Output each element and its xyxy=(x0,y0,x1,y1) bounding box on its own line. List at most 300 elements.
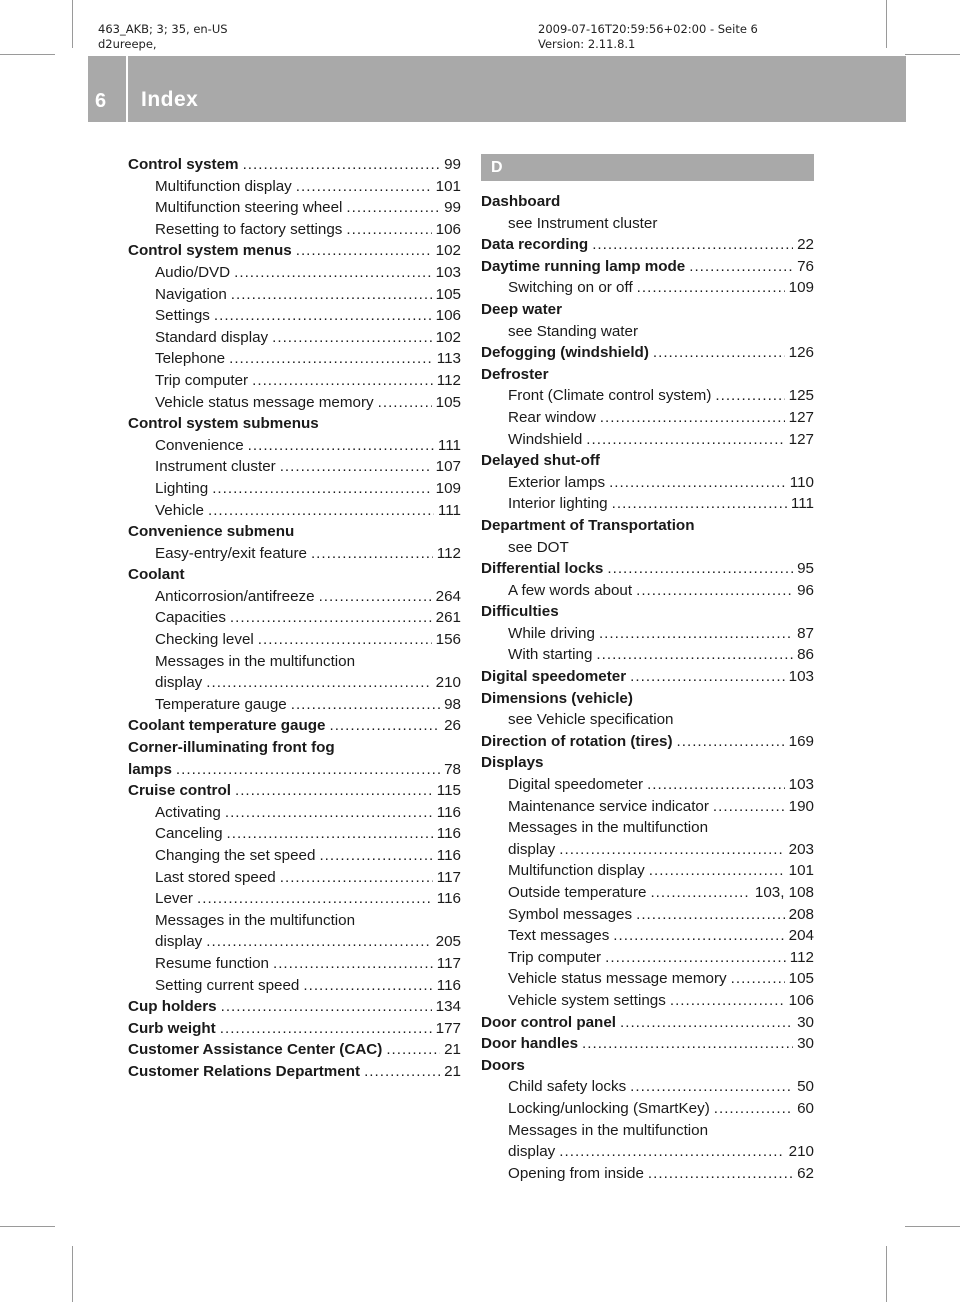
index-subentry xyxy=(128,694,461,716)
page-reference: 111 xyxy=(437,501,461,519)
entry-text: Corner-illuminating front fog xyxy=(128,739,335,757)
index-entry xyxy=(128,1061,461,1083)
page-reference: 62 xyxy=(797,1164,814,1182)
entry-text: Multifunction steering wheel xyxy=(155,199,343,217)
entry-text: Windshield xyxy=(508,430,583,448)
dot-leader xyxy=(607,558,793,580)
page-reference: 26 xyxy=(444,717,461,735)
dot-leader xyxy=(630,1076,793,1098)
index-subentry xyxy=(128,305,461,327)
index-entry xyxy=(481,364,814,386)
index-entry xyxy=(481,299,814,321)
index-subentry xyxy=(128,867,461,889)
page-reference: 112 xyxy=(436,371,461,389)
page-reference: 117 xyxy=(436,868,461,886)
entry-text: Canceling xyxy=(155,825,223,843)
entry-text: Last stored speed xyxy=(155,868,276,886)
index-subentry xyxy=(481,407,814,429)
index-subentry xyxy=(481,947,814,969)
entry-text: Multifunction display xyxy=(508,862,645,880)
dot-leader xyxy=(636,904,785,926)
entry-text: display xyxy=(508,840,556,858)
entry-text: Messages in the multifunction xyxy=(508,819,709,837)
index-entry xyxy=(128,1018,461,1040)
index-entry xyxy=(481,1012,814,1034)
dot-leader xyxy=(291,694,440,716)
page-reference: 30 xyxy=(797,1013,814,1031)
index-subentry xyxy=(128,651,461,673)
dot-leader xyxy=(258,629,432,651)
dot-leader xyxy=(670,990,785,1012)
index-subentry xyxy=(481,321,814,343)
index-subentry xyxy=(128,392,461,414)
page-reference: 208 xyxy=(788,905,814,923)
dot-leader xyxy=(227,823,433,845)
crop-mark xyxy=(886,0,887,48)
crop-mark xyxy=(905,54,960,55)
page-reference: 105 xyxy=(788,970,814,988)
dot-leader xyxy=(206,672,431,694)
entry-text: Messages in the multifunction xyxy=(155,911,356,929)
index-entry xyxy=(481,558,814,580)
index-entry xyxy=(481,688,814,710)
entry-text: While driving xyxy=(508,624,595,642)
page-reference: 126 xyxy=(788,344,814,362)
dot-leader xyxy=(208,500,434,522)
entry-text: Vehicle system settings xyxy=(508,991,666,1009)
page-reference: 205 xyxy=(435,933,461,951)
page-reference: 127 xyxy=(788,408,814,426)
index-entry xyxy=(481,191,814,213)
dot-leader xyxy=(234,262,432,284)
entry-text: Resetting to factory settings xyxy=(155,220,343,238)
page-title: Index xyxy=(141,88,199,111)
entry-text: Child safety locks xyxy=(508,1078,627,1096)
page-reference: 109 xyxy=(788,279,814,297)
index-subentry xyxy=(128,262,461,284)
page-reference: 156 xyxy=(435,631,461,649)
entry-text: Dimensions (vehicle) xyxy=(481,689,633,707)
dot-leader xyxy=(689,256,793,278)
index-entry xyxy=(481,450,814,472)
index-subentry xyxy=(481,1076,814,1098)
index-subentry xyxy=(481,623,814,645)
index-subentry xyxy=(128,327,461,349)
index-subentry xyxy=(128,284,461,306)
index-subentry xyxy=(481,277,814,299)
page-reference: 101 xyxy=(788,862,814,880)
index-subentry xyxy=(481,796,814,818)
index-entry xyxy=(481,752,814,774)
dot-leader xyxy=(220,1018,432,1040)
page-reference: 103, 108 xyxy=(754,884,814,901)
page-reference: 116 xyxy=(436,825,461,843)
crop-mark xyxy=(905,1226,960,1227)
entry-text: Anticorrosion/antifreeze xyxy=(155,587,315,605)
entry-text: With starting xyxy=(508,646,593,664)
entry-text: Customer Relations Department xyxy=(128,1062,361,1080)
page-reference: 98 xyxy=(444,695,461,713)
crop-mark xyxy=(72,0,73,48)
entry-text: Messages in the multifunction xyxy=(508,1121,709,1139)
entry-text: Vehicle status message memory xyxy=(508,970,727,988)
dot-leader xyxy=(346,197,440,219)
entry-text: display xyxy=(155,933,203,951)
crop-mark xyxy=(0,1226,55,1227)
entry-text: Trip computer xyxy=(508,948,602,966)
page-reference: 105 xyxy=(435,285,461,303)
page-reference: 127 xyxy=(788,430,814,448)
index-subentry xyxy=(128,348,461,370)
page-reference: 106 xyxy=(788,991,814,1009)
index-subentry xyxy=(128,953,461,975)
index-entry xyxy=(481,234,814,256)
page-reference: 116 xyxy=(436,976,461,994)
dot-leader xyxy=(272,327,432,349)
dot-leader xyxy=(303,975,432,997)
entry-text: Interior lighting xyxy=(508,495,608,513)
index-column-left xyxy=(128,154,461,1083)
page-reference: 210 xyxy=(788,1143,814,1161)
page-reference: 21 xyxy=(444,1062,461,1080)
index-subentry xyxy=(481,429,814,451)
index-entry xyxy=(128,715,461,737)
index-entry xyxy=(128,996,461,1018)
entry-text: Settings xyxy=(155,307,210,325)
dot-leader xyxy=(637,277,785,299)
index-entry xyxy=(128,521,461,543)
index-subentry xyxy=(128,586,461,608)
index-subentry xyxy=(481,493,814,515)
page-reference: 106 xyxy=(435,220,461,238)
dot-leader xyxy=(582,1033,793,1055)
entry-text: Deep water xyxy=(481,300,563,318)
page-reference: 110 xyxy=(789,473,814,491)
page-reference: 102 xyxy=(435,242,461,260)
index-subentry xyxy=(481,774,814,796)
dot-leader xyxy=(197,888,433,910)
crop-mark xyxy=(886,1246,887,1302)
page-reference: 116 xyxy=(436,847,461,864)
dot-leader xyxy=(229,348,433,370)
entry-text: Changing the set speed xyxy=(155,847,316,864)
page-reference: 210 xyxy=(435,674,461,692)
dot-leader xyxy=(630,666,784,688)
page-reference: 116 xyxy=(436,890,461,908)
index-subentry xyxy=(128,975,461,997)
dot-leader xyxy=(311,543,433,565)
page-reference: 125 xyxy=(788,387,814,405)
index-entry xyxy=(481,1055,814,1077)
meta-line: d2ureepe, xyxy=(98,37,157,51)
page-reference: 106 xyxy=(435,307,461,325)
index-subentry xyxy=(128,823,461,845)
entry-text: Locking/unlocking (SmartKey) xyxy=(508,1099,710,1117)
dot-leader xyxy=(559,1141,784,1163)
index-subentry xyxy=(481,1120,814,1142)
index-subentry xyxy=(128,888,461,910)
index-subentry xyxy=(128,672,461,694)
page-reference: 117 xyxy=(436,954,461,972)
dot-leader xyxy=(214,305,432,327)
page-reference: 87 xyxy=(797,624,814,642)
page-reference: 111 xyxy=(790,495,814,513)
entry-text: Vehicle status message memory xyxy=(155,393,374,411)
page-reference: 60 xyxy=(797,1099,814,1117)
index-entry xyxy=(128,780,461,802)
index-subentry xyxy=(481,644,814,666)
index-subentry xyxy=(481,1141,814,1163)
entry-text: Coolant temperature gauge xyxy=(128,717,326,735)
dot-leader xyxy=(731,968,785,990)
index-subentry xyxy=(128,219,461,241)
entry-text: Curb weight xyxy=(128,1019,216,1037)
entry-text: Digital speedometer xyxy=(508,776,644,794)
entry-text: Lever xyxy=(155,890,193,908)
index-subentry xyxy=(128,435,461,457)
entry-text: Navigation xyxy=(155,285,227,303)
page-reference: 203 xyxy=(788,840,814,858)
dot-leader xyxy=(329,715,440,737)
entry-text: Opening from inside xyxy=(508,1164,644,1182)
page-reference: 177 xyxy=(435,1019,461,1037)
page-reference: 112 xyxy=(789,948,814,966)
entry-text: Outside temperature xyxy=(508,884,647,901)
crop-mark xyxy=(72,1246,73,1302)
dot-leader xyxy=(596,644,793,666)
index-subentry xyxy=(128,931,461,953)
index-entry xyxy=(481,1033,814,1055)
entry-text: Control system xyxy=(128,156,239,173)
entry-text: see Vehicle specification xyxy=(508,711,674,729)
index-entry xyxy=(128,154,461,176)
entry-text: see Instrument cluster xyxy=(508,214,658,232)
dot-leader xyxy=(612,493,787,515)
index-entry xyxy=(128,1039,461,1061)
dot-leader xyxy=(713,796,785,818)
entry-text: Direction of rotation (tires) xyxy=(481,732,673,750)
print-meta-left xyxy=(98,22,228,52)
index-entry xyxy=(481,731,814,753)
page-reference: 107 xyxy=(435,458,461,476)
page-reference: 113 xyxy=(436,350,461,368)
entry-text: Checking level xyxy=(155,631,254,649)
page-reference: 101 xyxy=(435,177,461,195)
page-reference: 115 xyxy=(436,782,461,800)
page-reference: 134 xyxy=(435,998,461,1016)
index-subentry xyxy=(128,629,461,651)
dot-leader xyxy=(592,234,793,256)
dot-leader xyxy=(280,456,432,478)
entry-text: Lighting xyxy=(155,479,209,497)
dot-leader xyxy=(296,240,432,262)
entry-text: Front (Climate control system) xyxy=(508,387,712,405)
page-reference: 99 xyxy=(444,199,461,217)
index-subentry xyxy=(481,472,814,494)
index-subentry xyxy=(481,925,814,947)
index-subentry xyxy=(481,580,814,602)
index-subentry xyxy=(481,990,814,1012)
index-entry xyxy=(128,759,461,781)
entry-text: Symbol messages xyxy=(508,905,633,923)
dot-leader xyxy=(319,586,432,608)
entry-text: Doors xyxy=(481,1056,525,1074)
dot-leader xyxy=(605,947,786,969)
entry-text: Defroster xyxy=(481,365,549,383)
entry-text: Data recording xyxy=(481,236,589,254)
dot-leader xyxy=(650,882,750,904)
index-subentry xyxy=(481,709,814,731)
index-subentry xyxy=(481,968,814,990)
entry-text: Door handles xyxy=(481,1035,579,1053)
entry-text: Switching on or off xyxy=(508,279,633,297)
index-subentry xyxy=(128,456,461,478)
index-subentry xyxy=(128,500,461,522)
index-subentry xyxy=(481,385,814,407)
index-subentry xyxy=(128,197,461,219)
dot-leader xyxy=(364,1061,440,1083)
page-reference: 76 xyxy=(797,257,814,275)
page-reference: 96 xyxy=(797,581,814,599)
dot-leader xyxy=(296,176,432,198)
entry-text: Vehicle xyxy=(155,501,204,519)
entry-text: Defogging (windshield) xyxy=(481,344,649,362)
index-entry xyxy=(128,737,461,759)
dot-leader xyxy=(600,407,785,429)
entry-text: Displays xyxy=(481,754,544,772)
page-reference: 264 xyxy=(435,587,461,605)
dot-leader xyxy=(346,219,431,241)
page-reference: 109 xyxy=(435,479,461,497)
index-entry xyxy=(481,342,814,364)
entry-text: Standard display xyxy=(155,328,269,346)
index-entry xyxy=(128,240,461,262)
entry-text: Temperature gauge xyxy=(155,695,287,713)
index-subentry xyxy=(481,213,814,235)
index-subentry xyxy=(128,845,461,867)
entry-text: display xyxy=(155,674,203,692)
entry-text: Messages in the multifunction xyxy=(155,652,356,670)
page-number: 6 xyxy=(95,90,107,112)
dot-leader xyxy=(235,780,433,802)
dot-leader xyxy=(231,284,432,306)
entry-text: Maintenance service indicator xyxy=(508,797,709,815)
meta-line: 463_AKB; 3; 35, en-US xyxy=(98,22,228,36)
index-subentry xyxy=(481,904,814,926)
entry-text: Differential locks xyxy=(481,560,604,578)
index-subentry xyxy=(128,910,461,932)
crop-mark xyxy=(0,54,55,55)
index-entry xyxy=(481,601,814,623)
meta-line: 2009-07-16T20:59:56+02:00 - Seite 6 xyxy=(538,22,758,36)
index-subentry xyxy=(128,370,461,392)
dot-leader xyxy=(378,392,432,414)
dot-leader xyxy=(613,925,784,947)
index-subentry xyxy=(481,817,814,839)
section-letter-bar: D xyxy=(481,154,814,181)
entry-text: Daytime running lamp mode xyxy=(481,257,686,275)
index-column-right xyxy=(481,154,814,1184)
index-entry xyxy=(128,413,461,435)
index-subentry xyxy=(128,802,461,824)
dot-leader xyxy=(648,1163,793,1185)
entry-text: lamps xyxy=(128,760,172,778)
entry-text: see Standing water xyxy=(508,322,639,340)
page-reference: 30 xyxy=(797,1035,814,1053)
index-entry xyxy=(481,666,814,688)
page-reference: 111 xyxy=(437,436,461,454)
dot-leader xyxy=(653,342,785,364)
dot-leader xyxy=(230,607,432,629)
entry-text: Audio/DVD xyxy=(155,263,231,281)
page-reference: 103 xyxy=(788,776,814,794)
entry-text: Dashboard xyxy=(481,193,561,210)
entry-text: Instrument cluster xyxy=(155,458,276,476)
page-reference: 261 xyxy=(435,609,461,627)
entry-text: Cup holders xyxy=(128,998,217,1016)
dot-leader xyxy=(225,802,433,824)
page-reference: 99 xyxy=(444,156,461,173)
page-reference: 103 xyxy=(788,668,814,686)
entry-text: A few words about xyxy=(508,581,633,599)
index-subentry xyxy=(481,1163,814,1185)
dot-leader xyxy=(620,1012,793,1034)
entry-text: Activating xyxy=(155,803,221,821)
entry-text: Cruise control xyxy=(128,782,231,800)
entry-text: Convenience submenu xyxy=(128,523,295,541)
header-divider xyxy=(126,56,128,122)
page-reference: 103 xyxy=(435,263,461,281)
page-reference: 190 xyxy=(788,797,814,815)
dot-leader xyxy=(280,867,433,889)
dot-leader xyxy=(599,623,793,645)
entry-text: Easy-entry/exit feature xyxy=(155,544,307,562)
dot-leader xyxy=(586,429,784,451)
page-reference: 105 xyxy=(435,393,461,411)
index-subentry xyxy=(481,1098,814,1120)
index-subentry xyxy=(128,607,461,629)
print-meta-right xyxy=(538,22,758,52)
entry-text: Text messages xyxy=(508,927,610,945)
dot-leader xyxy=(176,759,440,781)
dot-leader xyxy=(649,860,785,882)
page-reference: 21 xyxy=(444,1041,461,1059)
index-subentry xyxy=(128,543,461,565)
dot-leader xyxy=(252,370,433,392)
dot-leader xyxy=(636,580,793,602)
header-band xyxy=(88,56,906,122)
page-reference: 204 xyxy=(788,927,814,945)
entry-text: Trip computer xyxy=(155,371,249,389)
dot-leader xyxy=(386,1039,440,1061)
entry-text: Delayed shut-off xyxy=(481,452,600,470)
page-reference: 22 xyxy=(797,236,814,254)
entry-text: Customer Assistance Center (CAC) xyxy=(128,1041,383,1059)
entry-text: Exterior lamps xyxy=(508,473,606,491)
page-reference: 50 xyxy=(797,1078,814,1096)
entry-text: Coolant xyxy=(128,566,185,584)
page-reference: 112 xyxy=(436,544,461,562)
page-reference: 102 xyxy=(435,328,461,346)
index-subentry xyxy=(128,478,461,500)
index-subentry xyxy=(128,176,461,198)
page-reference: 116 xyxy=(436,803,461,821)
entry-text: Door control panel xyxy=(481,1013,617,1031)
page-reference: 78 xyxy=(444,760,461,778)
entry-text: Difficulties xyxy=(481,603,559,621)
index-subentry xyxy=(481,860,814,882)
entry-text: Capacities xyxy=(155,609,226,627)
